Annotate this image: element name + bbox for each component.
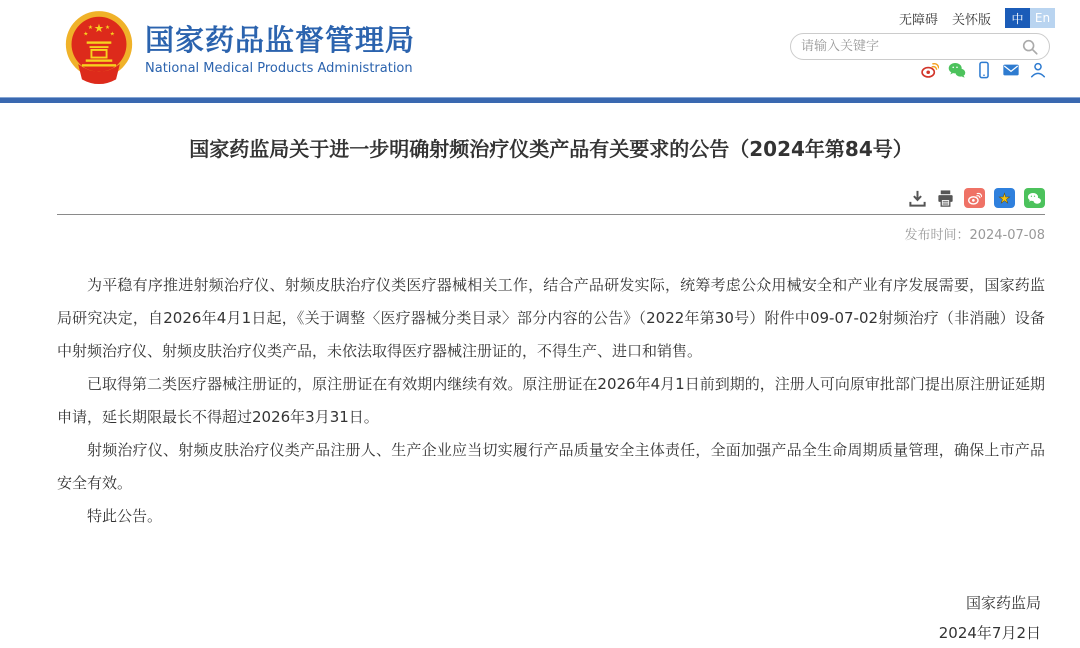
accessibility-link[interactable]: 无障碍 [898,12,938,28]
signature-issuer: 国家药监局 [965,594,1041,612]
site-header [0,0,1080,97]
weibo-share-icon[interactable] [964,188,985,208]
article-body [57,269,1045,533]
email-icon[interactable] [1002,61,1020,79]
lang-en-button[interactable]: En [1030,8,1055,28]
site-brand[interactable] [63,9,415,89]
article-signature [57,588,1045,648]
article-paragraph: 射频治疗仪、射频皮肤治疗仪类产品注册人、生产企业应当切实履行产品质量安全主体责任，全面加强产品全生命周期质量管理，确保上市产品安全有效。 [57,441,1045,492]
site-title-en: National Medical Products Administration [145,61,413,76]
site-title-zh: 国家药品监督管理局 [145,23,416,57]
publish-date: 发布时间：2024-07-08 [904,228,1045,243]
weibo-icon[interactable] [921,61,939,79]
svg-text:★: ★ [87,25,94,32]
search-box[interactable] [790,33,1050,60]
care-mode-link[interactable]: 关怀版 [951,12,991,28]
header-social-links [921,61,1047,79]
star-favorite-icon[interactable] [994,188,1015,208]
article-toolbar [57,188,1045,215]
svg-text:★: ★ [93,20,105,35]
svg-text:★: ★ [83,31,89,38]
user-icon[interactable] [1029,61,1047,79]
article-title: 国家药监局关于进一步明确射频治疗仪类产品有关要求的公告（2024年第84号） [189,137,913,161]
search-icon[interactable] [1021,38,1039,56]
signature-date: 2024年7月2日 [938,624,1041,642]
article-paragraph: 为平稳有序推进射频治疗仪、射频皮肤治疗仪类医疗器械相关工作，结合产品研发实际，统筹考虑公众用械安全和产业有序发展需要，国家药监局研究决定，自2026年4月1日起，《关于调整〈医疗器械分类目录〉部分内容的公告》（2022年第30号）附件中09-07-02射频治疗（非消融）设备中射频治疗仪、射频皮肤治疗仪类产品，未依法取得医疗器械注册证的，不得生产、进口和销售。 [57,276,1045,360]
site-title-group [145,22,415,76]
wechat-share-icon[interactable] [1024,188,1045,208]
article-container [57,103,1045,648]
svg-text:★: ★ [109,31,115,38]
lang-zh-button[interactable]: 中 [1005,8,1030,28]
article-paragraph: 已取得第二类医疗器械注册证的，原注册证在有效期内继续有效。原注册证在2026年4月1日前到期的，注册人可向原审批部门提出原注册证延期申请，延长期限最长不得超过2026年3月31日。 [57,375,1045,426]
print-icon[interactable] [936,189,955,208]
national-emblem-logo [63,9,135,89]
article-paragraph: 特此公告。 [87,507,163,525]
mobile-icon[interactable] [975,61,993,79]
svg-text:★: ★ [998,190,1011,207]
wechat-icon[interactable] [948,61,966,79]
search-input[interactable] [801,39,1021,54]
svg-text:★: ★ [104,25,111,32]
download-icon[interactable] [908,189,927,208]
